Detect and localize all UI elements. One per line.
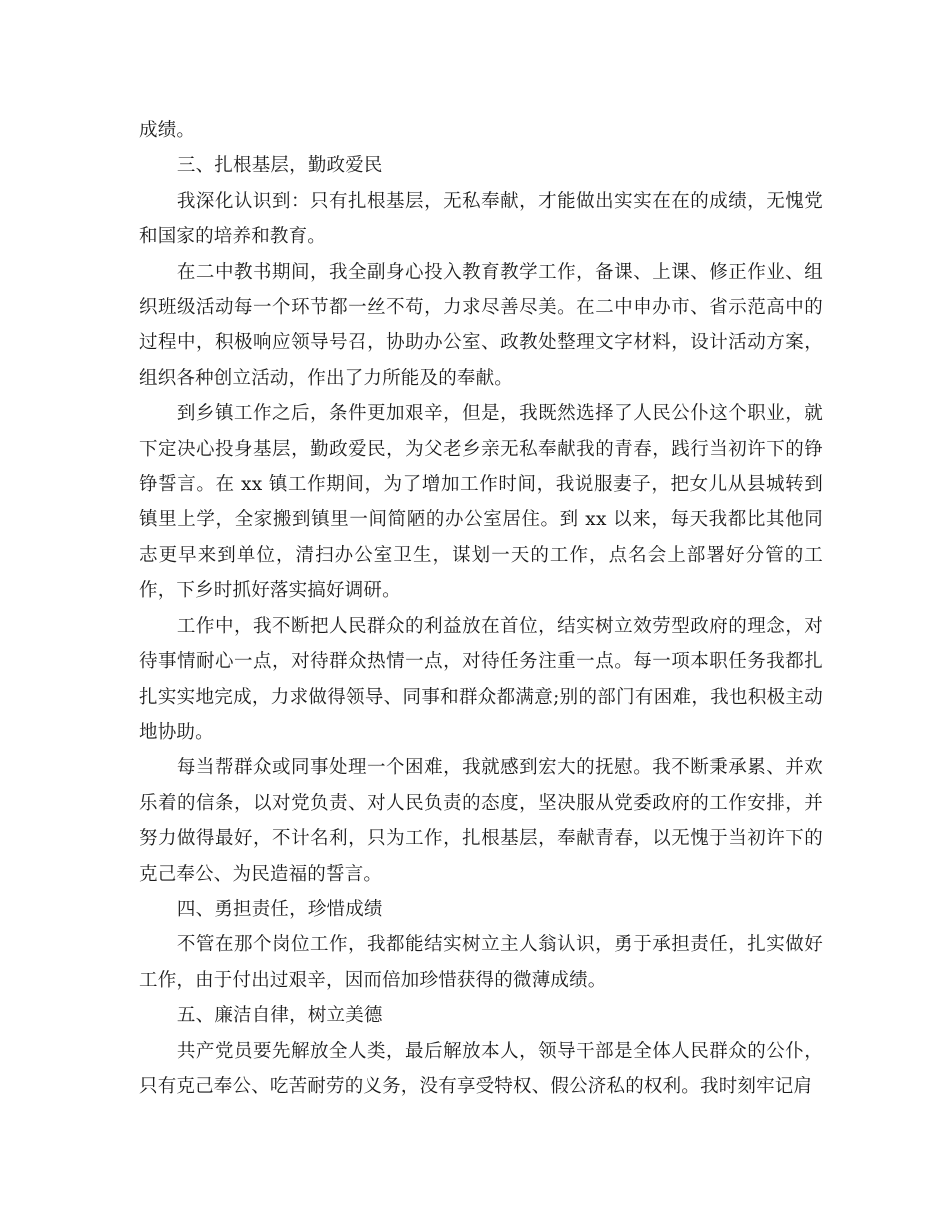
section-heading-5: 五、廉洁自律，树立美德 — [176, 1005, 383, 1027]
document-body — [139, 113, 823, 1104]
section-heading-3: 三、扎根基层，勤政爱民 — [176, 155, 383, 177]
paragraph-1: 成绩。 — [139, 120, 196, 141]
paragraph-2: 我深化认识到：只有扎根基层，无私奉献，才能做出实实在在的成绩，无愧党和国家的培养和教育。 — [139, 190, 823, 248]
paragraph-8: 共产党员要先解放全人类，最后解放本人，领导干部是全体人民群众的公仆，只有克己奉公、吃苦耐劳的义务，没有享受特权、假公济私的权利。我时刻牢记肩 — [139, 1040, 823, 1097]
paragraph-5: 工作中，我不断把人民群众的利益放在首位，结实树立效劳型政府的理念，对待事情耐心一点，对待群众热情一点，对待任务注重一点。每一项本职任务我都扎扎实实地完成，力求做得领导、同事和群众都满意;别的部门有困难，我也积极主动地协助。 — [139, 615, 823, 743]
paragraph-6: 每当帮群众或同事处理一个困难，我就感到宏大的抚慰。我不断秉承累、并欢乐着的信条，以对党负责、对人民负责的态度，坚决服从党委政府的工作安排，并努力做得最好，不计名利，只为工作，扎根基层，奉献青春，以无愧于当初许下的克己奉公、为民造福的誓言。 — [139, 757, 823, 885]
section-heading-4: 四、勇担责任，珍惜成绩 — [176, 898, 383, 920]
paragraph-7: 不管在那个岗位工作，我都能结实树立主人翁认识，勇于承担责任，扎实做好工作，由于付出过艰辛，因而倍加珍惜获得的微薄成绩。 — [139, 934, 823, 991]
paragraph-4: 到乡镇工作之后，条件更加艰辛，但是，我既然选择了人民公仆这个职业，就下定决心投身基层，勤政爱民，为父老乡亲无私奉献我的青春，践行当初许下的铮铮誓言。在 xx 镇工作期间，为了增加工作时间，我说服妻子，把女儿从县城转到镇里上学，全家搬到镇里一间简陋的办公室居住。到 xx 以来，每天我都比其他同志更早来到单位，清扫办公室卫生，谋划一天的工作，点名会上部署好分管的工作，下乡时抓好落实搞好调研。 — [139, 403, 823, 602]
paragraph-3: 在二中教书期间，我全副身心投入教育教学工作，备课、上课、修正作业、组织班级活动每一个环节都一丝不苟，力求尽善尽美。在二中申办市、省示范高中的过程中，积极响应领导号召，协助办公室、政教处整理文字材料，设计活动方案，组织各种创立活动，作出了力所能及的奉献。 — [139, 261, 823, 389]
